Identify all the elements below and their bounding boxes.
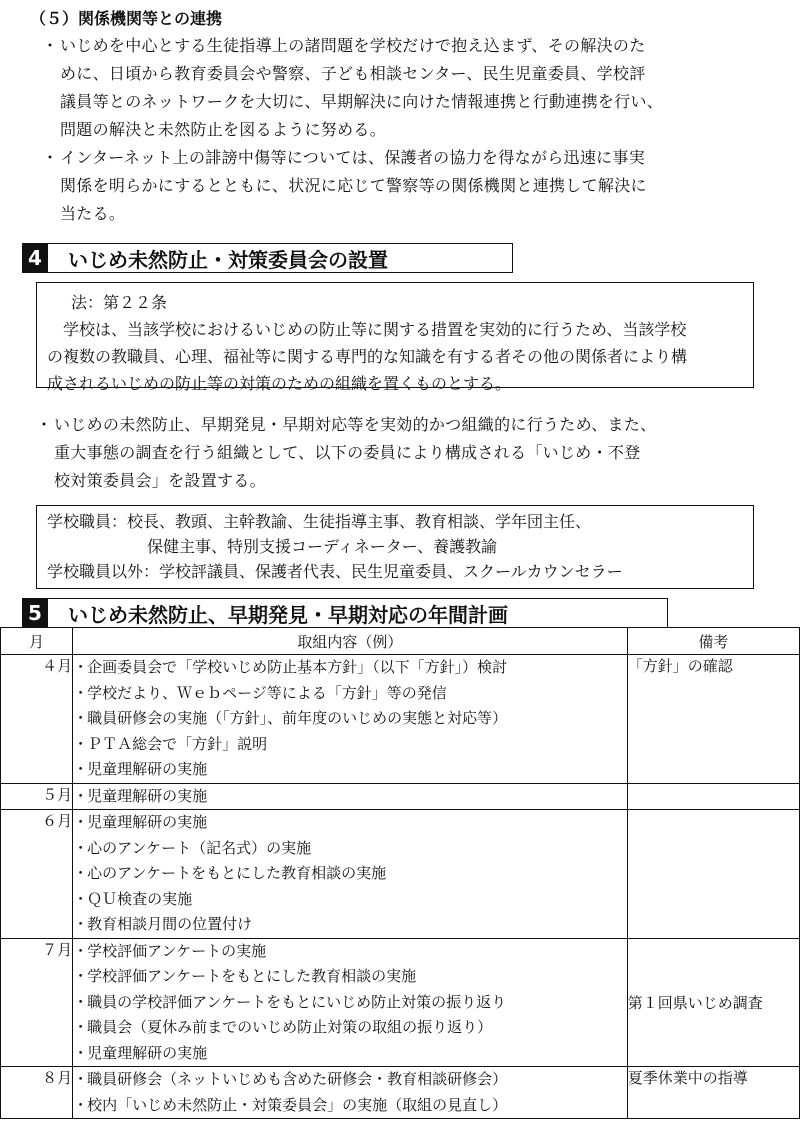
content-cell [73, 783, 628, 810]
text-line: 関係を明らかにするとともに、状況に応じて警察等の関係機関と連携して解決に [60, 176, 647, 195]
content-cell [73, 938, 628, 1067]
bullet-mark: ・ [73, 709, 89, 727]
item-text: 学校評価アンケートの実施 [87, 941, 267, 960]
list-item [73, 1093, 627, 1119]
month-cell: ７月 [1, 938, 73, 1067]
text-line: いじめを中心とする生徒指導上の諸問題を学校だけで抱え込まず、その解決のた [60, 36, 646, 55]
list-item [42, 32, 772, 144]
item-text: 学校だより、Ｗｅｂページ等による「方針」等の発信 [87, 683, 447, 702]
item-text: ＰＴＡ総会で「方針」説明 [87, 734, 268, 753]
committee-paragraph [36, 411, 776, 495]
content-cell [73, 655, 628, 784]
item-text: 児童理解研の実施 [87, 760, 208, 778]
bullet-mark: ・ [73, 967, 89, 985]
bullet-mark: ・ [73, 813, 89, 831]
list-item [73, 784, 627, 810]
text-line: 校対策委員会」を設置する。 [54, 471, 266, 490]
table-row [1, 938, 800, 1067]
list-item [73, 810, 627, 836]
list-item [73, 1041, 627, 1067]
note-cell: 夏季休業中の指導 [627, 1067, 799, 1119]
month-cell: ８月 [1, 1067, 73, 1119]
list-item-text [60, 32, 772, 144]
list-item [73, 912, 627, 938]
list-item [73, 655, 627, 681]
section-title: いじめ未然防止・対策委員会の設置 [68, 247, 388, 272]
bullet-mark: ・ [42, 36, 59, 55]
note-cell [627, 810, 799, 939]
law-line: 成されるいじめの防止等の対策のための組織を置くものとする。 [47, 374, 512, 393]
bullet-mark: ・ [73, 1095, 89, 1114]
list-item [73, 1015, 627, 1041]
item-text: 企画委員会で「学校いじめ防止基本方針」（以下「方針」）検討 [87, 658, 508, 676]
item-text: 職員研修会の実施（「方針」、前年度のいじめの実態と対応等） [87, 709, 508, 727]
bullet-mark: ・ [73, 1070, 89, 1088]
text-line: インターネット上の誹謗中傷等については、保護者の協力を得ながら迅速に事実 [60, 148, 646, 167]
list-item [73, 1067, 627, 1093]
bullet-mark: ・ [73, 1043, 89, 1062]
section-title: いじめ未然防止、早期発見・早期対応の年間計画 [68, 602, 508, 627]
list-item [73, 861, 627, 887]
item-text: 児童理解研の実施 [87, 813, 208, 831]
section4-heading [22, 243, 513, 273]
liaison-paragraphs [42, 32, 772, 228]
bullet-mark: ・ [73, 889, 89, 908]
list-item [73, 836, 627, 862]
text-line: 議員等とのネットワークを大切に、早期解決に向けた情報連携と行動連携を行い、 [60, 92, 664, 111]
list-item [73, 939, 627, 965]
bullet-mark: ・ [36, 415, 53, 434]
month-cell: ５月 [1, 783, 73, 810]
members-line: 保健主事、特別支援コーディネーター、養護教諭 [147, 537, 498, 556]
bullet-mark: ・ [73, 786, 89, 805]
bullet-mark: ・ [73, 1018, 89, 1036]
list-item [73, 757, 627, 783]
law-citation-box [36, 282, 754, 393]
content-cell [73, 1067, 628, 1119]
law-line: 学校は、当該学校におけるいじめの防止等に関する措置を実効的に行うため、当該学校 [63, 320, 687, 339]
note-cell: 第１回県いじめ調査 [627, 938, 799, 1067]
item-text: 職員の学校評価アンケートをもとにいじめ防止対策の振り返り [87, 992, 507, 1011]
month-cell: ４月 [1, 655, 73, 784]
annual-plan-table [0, 627, 800, 1119]
section-heading-liaison: （５）関係機関等との連携 [30, 9, 223, 28]
section-number-badge: 4 [22, 244, 48, 272]
bullet-mark: ・ [73, 838, 89, 857]
list-item [36, 411, 776, 495]
item-text: 教育相談月間の位置付け [87, 915, 253, 933]
text-line: いじめの未然防止、早期発見・早期対応等を実効的かつ組織的に行うため、また、 [54, 415, 657, 434]
bullet-mark: ・ [73, 864, 89, 882]
bullet-mark: ・ [73, 760, 89, 778]
table-row [1, 655, 800, 784]
bullet-mark: ・ [73, 915, 89, 933]
bullet-mark: ・ [42, 148, 59, 167]
text-line: 問題の解決と未然防止を図るように努める。 [60, 120, 387, 139]
list-item [73, 732, 627, 758]
list-item [73, 887, 627, 913]
list-item-text [54, 411, 776, 495]
list-item [73, 681, 627, 707]
law-line: の複数の教職員、心理、福祉等に関する専門的な知識を有する者その他の関係者により構 [47, 347, 688, 366]
members-line: 学校職員：校長、教頭、主幹教諭、生徒指導主事、教育相談、学年団主任、 [47, 512, 592, 531]
item-text: 職員会（夏休み前までのいじめ防止対策の取組の振り返り） [87, 1018, 493, 1036]
item-text: 心のアンケートをもとにした教育相談の実施 [87, 864, 387, 882]
bullet-mark: ・ [73, 941, 89, 960]
list-item [42, 144, 772, 228]
item-text: 校内「いじめ未然防止・対策委員会」の実施（取組の見直し） [87, 1095, 508, 1114]
item-text: 児童理解研の実施 [87, 1043, 208, 1062]
bullet-mark: ・ [73, 658, 89, 676]
item-text: 児童理解研の実施 [87, 786, 208, 805]
table-row [1, 1067, 800, 1119]
members-line: 学校職員以外：学校評議員、保護者代表、民生児童委員、スクールカウンセラー [47, 562, 623, 581]
table-row [1, 810, 800, 939]
law-title: 法：第２２条 [71, 293, 168, 312]
bullet-mark: ・ [73, 683, 89, 702]
note-cell [627, 783, 799, 810]
text-line: 重大事態の調査を行う組織として、以下の委員により構成される「いじめ・不登 [54, 443, 641, 462]
text-line: めに、日頃から教育委員会や警察、子ども相談センター、民生児童委員、学校評 [60, 64, 646, 83]
text-line: 当たる。 [60, 204, 126, 223]
note-cell: 「方針」の確認 [627, 655, 799, 784]
section-number-badge: 5 [22, 599, 48, 627]
month-cell: ６月 [1, 810, 73, 939]
bullet-mark: ・ [73, 992, 89, 1011]
list-item-text [60, 144, 772, 228]
item-text: 職員研修会（ネットいじめも含めた研修会・教育相談研修会） [87, 1070, 508, 1088]
column-header-content: 取組内容（例） [73, 628, 628, 655]
item-text: 心のアンケート（記名式）の実施 [87, 838, 312, 857]
column-header-note: 備考 [627, 628, 799, 655]
item-text: 学校評価アンケートをもとにした教育相談の実施 [87, 967, 417, 985]
bullet-mark: ・ [73, 734, 89, 753]
committee-members-box [36, 505, 754, 589]
item-text: ＱＵ検査の実施 [87, 889, 193, 908]
section5-heading [22, 598, 668, 628]
list-item [73, 990, 627, 1016]
list-item [73, 964, 627, 990]
content-cell [73, 810, 628, 939]
column-header-month: 月 [1, 628, 73, 655]
table-row [1, 783, 800, 810]
list-item [73, 706, 627, 732]
table-header-row [1, 628, 800, 655]
